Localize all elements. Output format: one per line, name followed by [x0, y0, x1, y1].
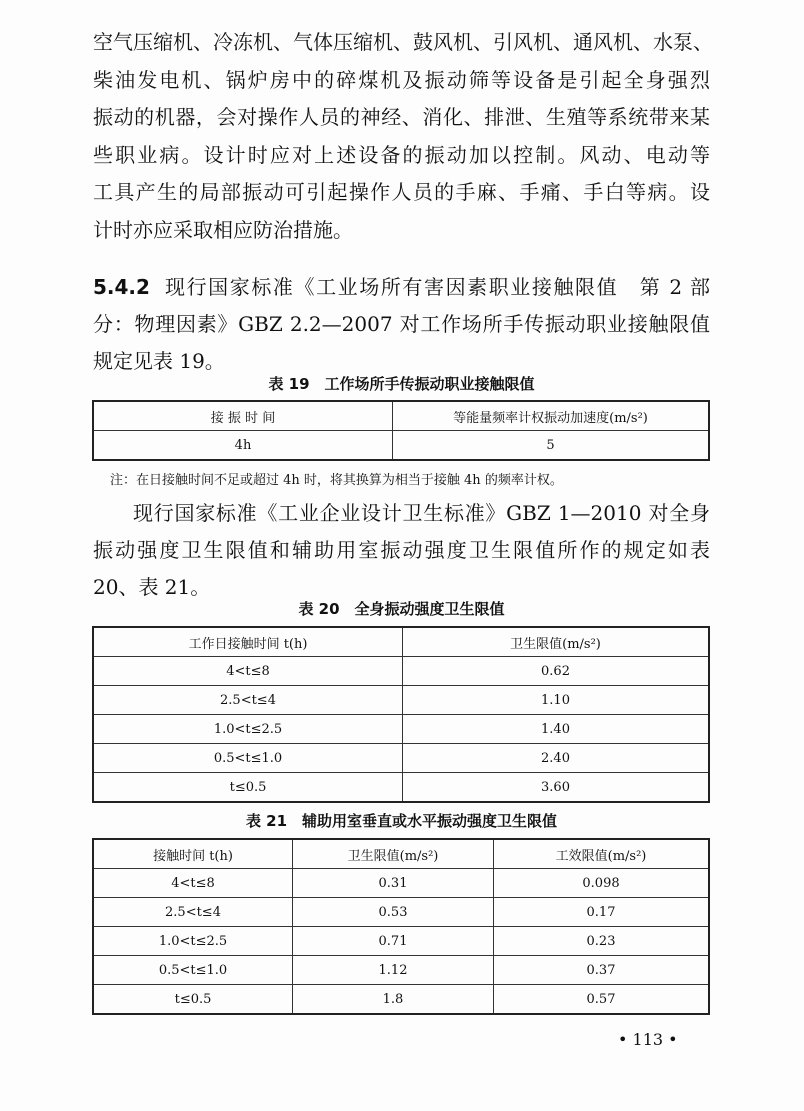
column-header: 卫生限值(m/s²): [403, 627, 710, 657]
table-row: [93, 657, 709, 686]
table-cell: 1.0<t≤2.5: [93, 715, 403, 744]
table-cell: t≤0.5: [93, 773, 403, 803]
table-cell: 4h: [93, 431, 393, 461]
table-caption: 表 19 工作场所手传振动职业接触限值: [268, 375, 535, 393]
table-cell: 0.5<t≤1.0: [93, 744, 403, 773]
table-row: [93, 686, 709, 715]
table-cell: 3.60: [403, 773, 710, 803]
table-cell: 1.12: [293, 956, 494, 985]
table-cell: 0.62: [403, 657, 710, 686]
body-text: 些职业病。设计时应对上述设备的振动加以控制。风动、电动等: [93, 143, 710, 167]
body-text: 20、表 21。: [93, 575, 211, 599]
table-cell: 0.37: [494, 956, 710, 985]
table-cell: 1.40: [403, 715, 710, 744]
table-row: [93, 927, 709, 956]
table-cell: 0.71: [293, 927, 494, 956]
table-note: 注：在日接触时间不足或超过 4h 时，将其换算为相当于接触 4h 的频率计权。: [110, 473, 563, 488]
table-row: [93, 744, 709, 773]
table-cell: 0.31: [293, 869, 494, 898]
table-caption: 表 20 全身振动强度卫生限值: [298, 600, 505, 618]
body-text: 分：物理因素》GBZ 2.2—2007 对工作场所手传振动职业接触限值: [93, 312, 710, 336]
table-21: [92, 838, 710, 1015]
body-text: 柴油发电机、锅炉房中的碎煤机及振动筛等设备是引起全身强烈: [93, 68, 710, 92]
column-header: 等能量频率计权振动加速度(m/s²): [393, 401, 710, 431]
table-row: [93, 773, 709, 803]
table-row: [93, 715, 709, 744]
table-19: [92, 400, 710, 461]
column-header: 接触时间 t(h): [93, 839, 293, 869]
table-row: [93, 956, 709, 985]
body-text: 空气压缩机、冷冻机、气体压缩机、鼓风机、引风机、通风机、水泵、: [93, 30, 713, 54]
table-cell: 0.23: [494, 927, 710, 956]
table-cell: 0.5<t≤1.0: [93, 956, 293, 985]
table-cell: 0.098: [494, 869, 710, 898]
table-cell: 0.17: [494, 898, 710, 927]
table-cell: 0.53: [293, 898, 494, 927]
table-row: [93, 869, 709, 898]
body-text: 规定见表 19。: [93, 349, 225, 373]
page-number: • 113 •: [618, 1030, 678, 1049]
column-header: 工作日接触时间 t(h): [93, 627, 403, 657]
body-text: 工具产生的局部振动可引起操作人员的手麻、手痛、手白等病。设: [93, 180, 710, 204]
column-header: 工效限值(m/s²): [494, 839, 710, 869]
table-cell: t≤0.5: [93, 985, 293, 1015]
table-20: [92, 626, 710, 803]
table-cell: 2.5<t≤4: [93, 898, 293, 927]
table-row: [93, 985, 709, 1015]
table-cell: 0.57: [494, 985, 710, 1015]
table-cell: 1.8: [293, 985, 494, 1015]
table-row: [93, 898, 709, 927]
column-header: 接 振 时 间: [93, 401, 393, 431]
table-cell: 4<t≤8: [93, 657, 403, 686]
table-row: [93, 431, 709, 461]
table-cell: 1.0<t≤2.5: [93, 927, 293, 956]
table-cell: 5: [393, 431, 710, 461]
table-cell: 2.5<t≤4: [93, 686, 403, 715]
column-header: 卫生限值(m/s²): [293, 839, 494, 869]
body-text: 现行国家标准《工业场所有害因素职业接触限值 第 2 部: [165, 275, 710, 299]
table-cell: 2.40: [403, 744, 710, 773]
body-text: 计时亦应采取相应防治措施。: [93, 218, 353, 242]
section-number: 5.4.2: [93, 275, 150, 299]
table-cell: 1.10: [403, 686, 710, 715]
table-caption: 表 21 辅助用室垂直或水平振动强度卫生限值: [245, 812, 558, 830]
table-cell: 4<t≤8: [93, 869, 293, 898]
body-text: 现行国家标准《工业企业设计卫生标准》GBZ 1—2010 对全身: [133, 501, 710, 525]
body-text: 振动强度卫生限值和辅助用室振动强度卫生限值所作的规定如表: [93, 538, 710, 562]
body-text: 振动的机器，会对操作人员的神经、消化、排泄、生殖等系统带来某: [93, 105, 710, 129]
